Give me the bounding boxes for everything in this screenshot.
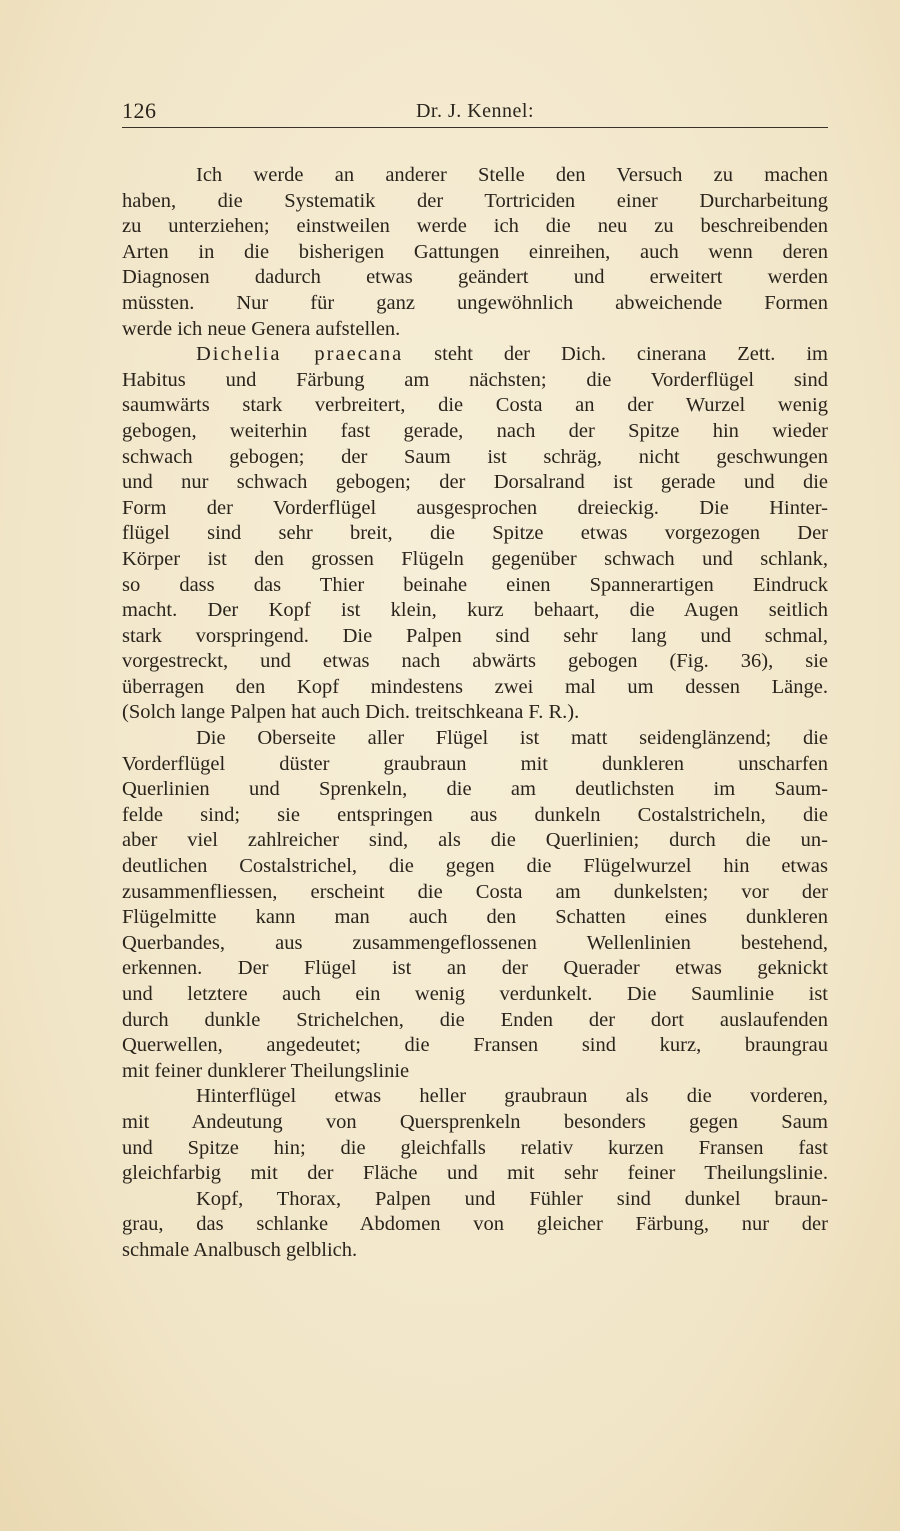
text-line: und nur schwach gebogen; der Dorsalrand ist gerade und die <box>122 471 828 494</box>
text-line: Form der Vorderflügel ausgesprochen dreieckig. Die Hinter- <box>122 496 828 519</box>
text-line: Vorderflügel düster graubraun mit dunkleren unscharfen <box>122 752 828 775</box>
text-line: schmale Analbusch gelblich. <box>122 1238 358 1261</box>
species-name: Dichelia praecana <box>196 343 404 366</box>
text-line: stark vorspringend. Die Palpen sind sehr lang und schmal, <box>122 624 828 647</box>
page-header <box>122 96 828 126</box>
text-line: felde sind; sie entspringen aus dunkeln Costalstricheln, die <box>122 803 828 826</box>
text-line: zu unterziehen; einstweilen werde ich die neu zu beschreibenden <box>122 215 828 238</box>
text-line: mit feiner dunklerer Theilungslinie <box>122 1059 410 1082</box>
text-line-rest: steht der Dich. cinerana Zett. im <box>403 343 828 366</box>
text-line: aber viel zahlreicher sind, als die Querlinien; durch die un- <box>122 829 828 852</box>
text-line <box>122 342 828 368</box>
text-line: Hinterflügel etwas heller graubraun als die vorderen, <box>196 1085 828 1108</box>
text-line: haben, die Systematik der Tortriciden einer Durcharbeitung <box>122 189 828 212</box>
text-line: Flügelmitte kann man auch den Schatten eines dunkleren <box>122 906 828 929</box>
text-line: und letztere auch ein wenig verdunkelt. Die Saumlinie ist <box>122 983 828 1005</box>
text-line: zusammenfliessen, erscheint die Costa am dunkelsten; vor der <box>122 880 828 903</box>
header-rule <box>122 127 828 128</box>
text-line: und Spitze hin; die gleichfalls relativ kurzen Fransen fast <box>122 1136 828 1159</box>
text-line: Querbandes, aus zusammengeflossenen Wellenlinien bestehend, <box>122 931 828 954</box>
text-line: vorgestreckt, und etwas nach abwärts gebogen (Fig. 36), sie <box>122 650 828 673</box>
text-line: Diagnosen dadurch etwas geändert und erweitert werden <box>122 266 828 289</box>
text-line: macht. Der Kopf ist klein, kurz behaart, die Augen seitlich <box>122 599 828 622</box>
text-line: erkennen. Der Flügel ist an der Querader etwas geknickt <box>122 957 828 980</box>
text-line: deutlichen Costalstrichel, die gegen die Flügelwurzel hin etwas <box>122 855 828 878</box>
page-number: 126 <box>122 98 157 123</box>
text-line: Kopf, Thorax, Palpen und Fühler sind dunkel braun- <box>196 1187 828 1210</box>
text-line: mit Andeutung von Quersprenkeln besonders gegen Saum <box>122 1110 828 1133</box>
text-line: gleichfarbig mit der Fläche und mit sehr feiner Theilungslinie. <box>122 1162 828 1185</box>
text-line: Habitus und Färbung am nächsten; die Vorderflügel sind <box>122 368 828 391</box>
text-line: Arten in die bisherigen Gattungen einreihen, auch wenn deren <box>122 240 828 263</box>
text-line: Ich werde an anderer Stelle den Versuch zu machen <box>196 164 828 186</box>
running-head: Dr. J. Kennel: <box>415 100 535 122</box>
text-line: überragen den Kopf mindestens zwei mal um dessen Länge. <box>122 675 828 698</box>
text-line: so dass das Thier beinahe einen Spannerartigen Eindruck <box>122 573 828 596</box>
text-line: flügel sind sehr breit, die Spitze etwas vorgezogen Der <box>122 522 828 545</box>
text-line: Die Oberseite aller Flügel ist matt seidenglänzend; die <box>196 727 828 750</box>
text-line: müssten. Nur für ganz ungewöhnlich abweichende Formen <box>122 291 828 314</box>
text-line: (Solch lange Palpen hat auch Dich. treitschkeana F. R.). <box>122 701 580 724</box>
text-line: saumwärts stark verbreitert, die Costa an der Wurzel wenig <box>122 394 828 417</box>
text-line: Querwellen, angedeutet; die Fransen sind kurz, braungrau <box>122 1034 828 1057</box>
text-line: Körper ist den grossen Flügeln gegenüber schwach und schlank, <box>122 547 828 570</box>
text-line: durch dunkle Strichelchen, die Enden der dort auslaufenden <box>122 1008 828 1031</box>
text-line: schwach gebogen; der Saum ist schräg, nicht geschwungen <box>122 445 828 468</box>
text-line: werde ich neue Genera aufstellen. <box>122 317 401 340</box>
text-line: Querlinien und Sprenkeln, die am deutlichsten im Saum- <box>122 778 828 801</box>
text-line: gebogen, weiterhin fast gerade, nach der Spitze hin wieder <box>122 419 828 442</box>
body-text <box>122 163 828 1264</box>
text-line: grau, das schlanke Abdomen von gleicher Färbung, nur der <box>122 1213 828 1236</box>
